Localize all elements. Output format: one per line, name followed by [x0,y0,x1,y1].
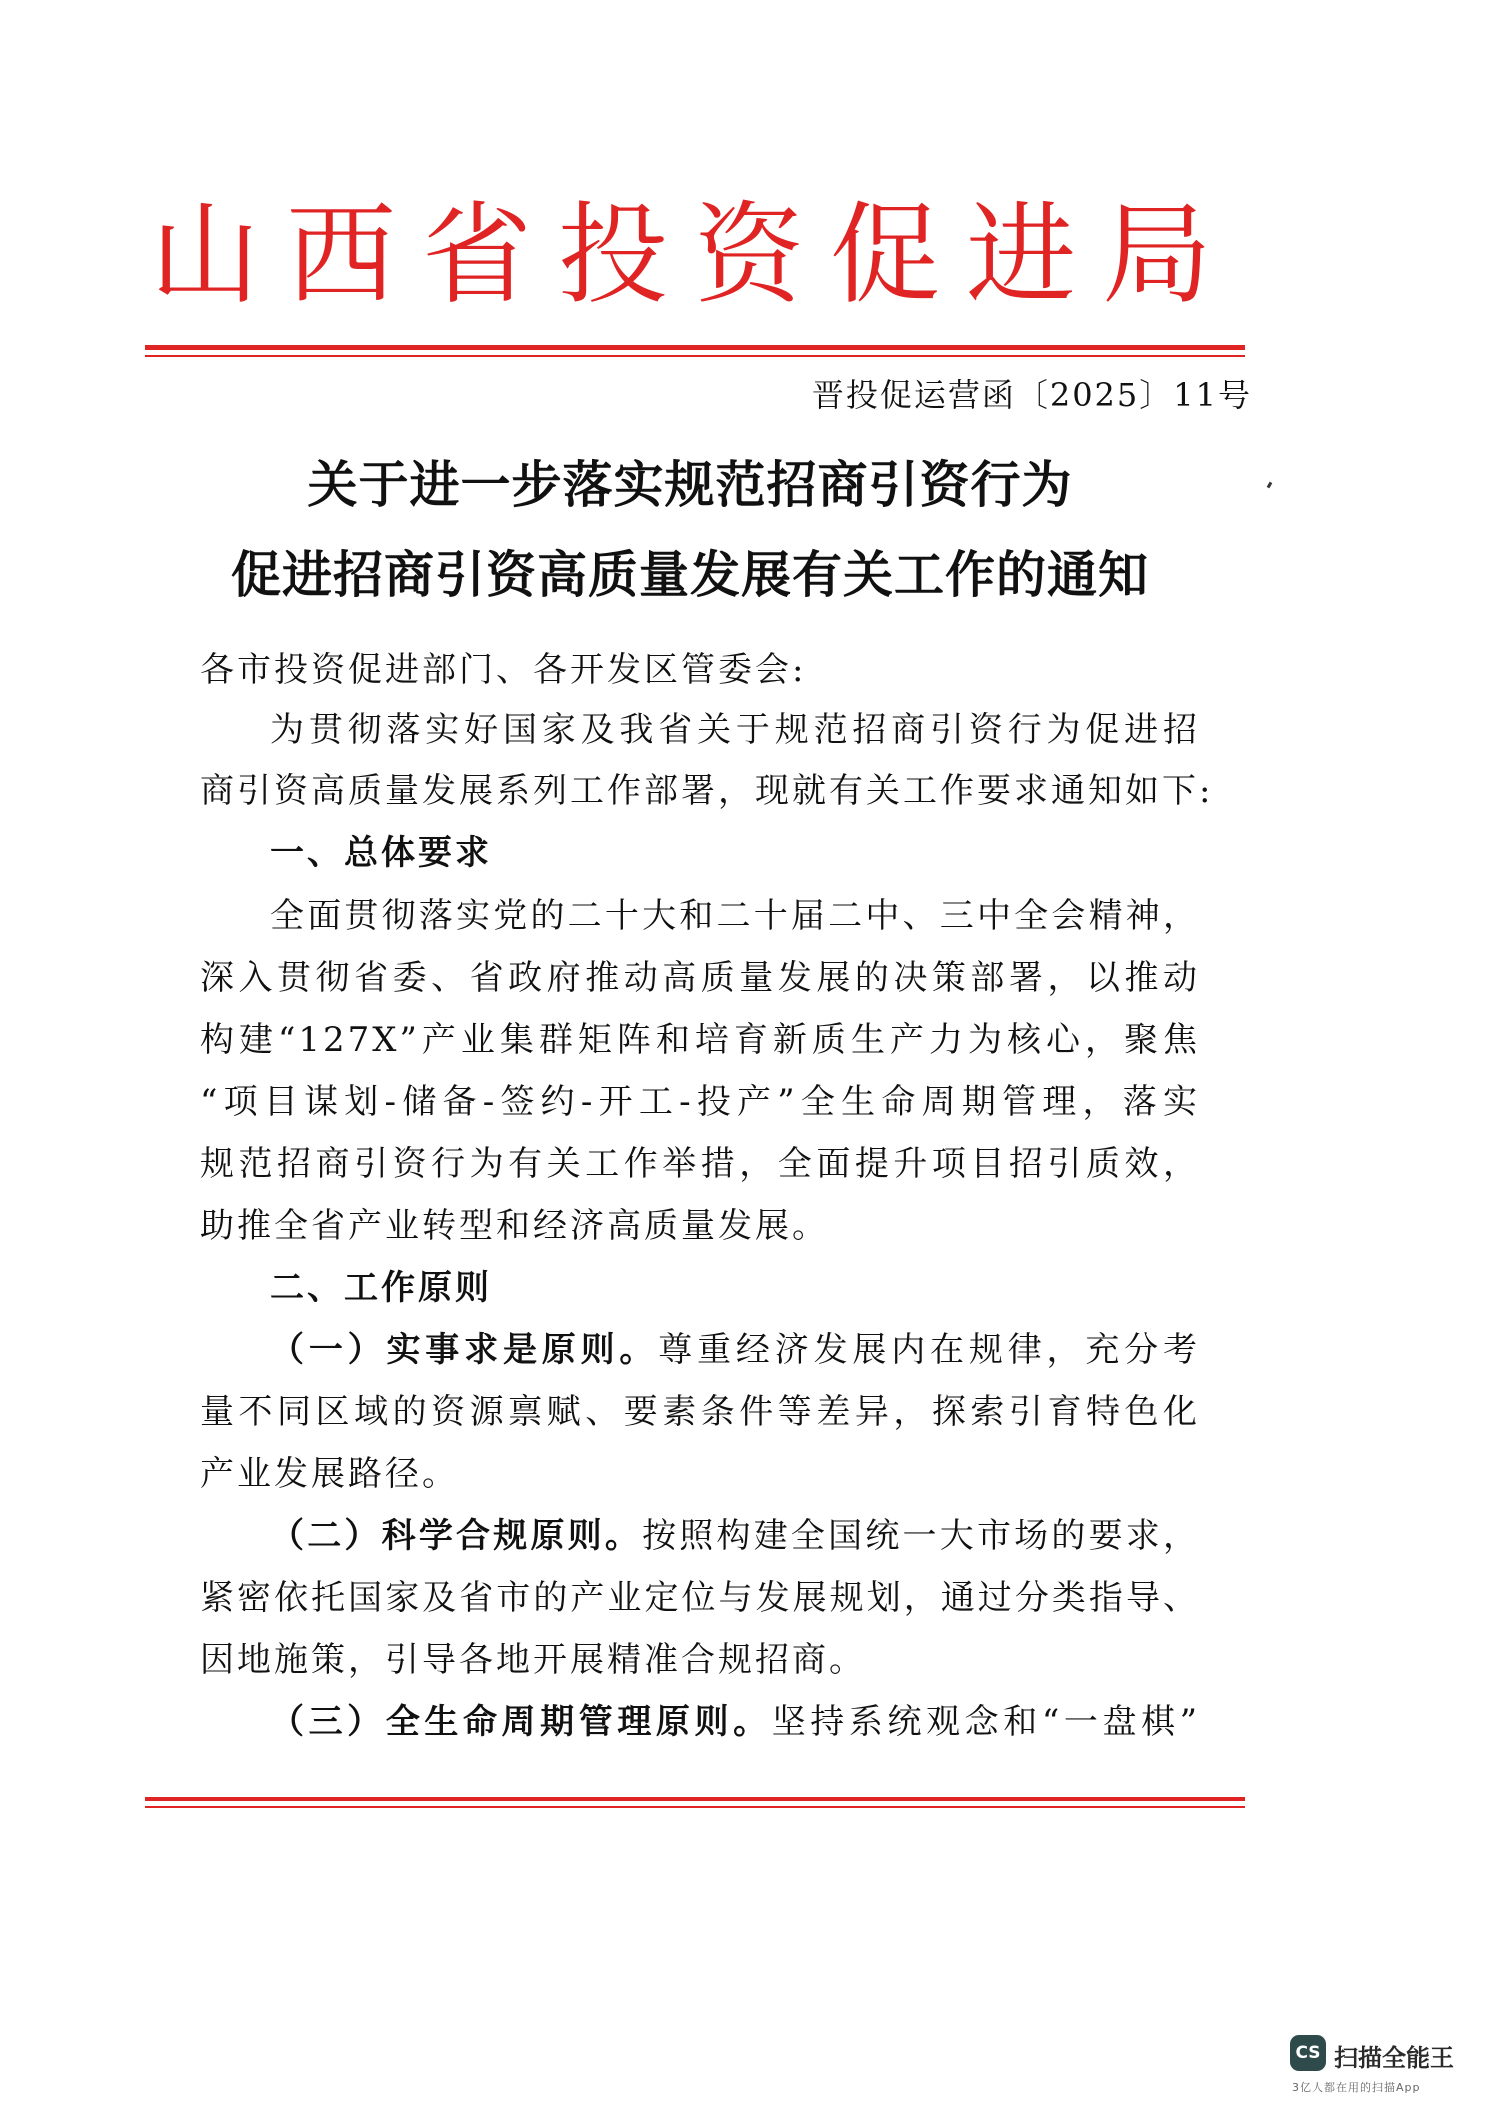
section-1-line-6: 助推全省产业转型和经济高质量发展。 [200,1206,829,1246]
watermark-app-name: 扫描全能王 [1334,2044,1454,2072]
intro-line-1: 为贯彻落实好国家及我省关于规范招商引资行为促进招 [270,710,1200,750]
letterhead-top-rule-thick [145,345,1245,350]
principle-3-line-1 [270,1694,1200,1743]
section-1-line-1: 全面贯彻落实党的二十大和二十届二中、三中全会精神， [270,896,1200,936]
principle-1-text: 尊重经济发展内在规律，充分考 [658,1330,1201,1370]
camscanner-logo-icon: CS [1290,2035,1326,2071]
principle-2-line-2: 紧密依托国家及省市的产业定位与发展规划，通过分类指导、 [200,1578,1200,1618]
section-1-line-3: 构建“127X”产业集群矩阵和培育新质生产力为核心，聚焦 [200,1020,1200,1060]
footer-rule-thick [145,1797,1245,1801]
letterhead-top-rule-thin [145,355,1245,357]
footer-rule-thin [145,1806,1245,1808]
recipients-line: 各市投资促进部门、各开发区管委会: [200,650,807,690]
principle-2-text: 按照构建全国统一大市场的要求， [642,1516,1201,1556]
principle-2-line-1 [270,1508,1200,1557]
section-1-line-4: “项目谋划-储备-签约-开工-投产”全生命周期管理，落实 [200,1082,1200,1122]
section-1-heading: 一、总体要求 [270,833,492,873]
scanner-app-watermark [1290,2035,1470,2095]
section-1-line-5: 规范招商引资行为有关工作举措，全面提升项目招引质效， [200,1144,1200,1184]
principle-2-line-3: 因地施策，引导各地开展精准合规招商。 [200,1640,866,1680]
letterhead-agency-name: 山西省投资促进局 [150,191,1238,319]
principle-1-label: （一）实事求是原则。 [270,1330,659,1370]
document-title-line-2: 促进招商引资高质量发展有关工作的通知 [231,545,1149,604]
document-title-line-1: 关于进一步落实规范招商引资行为 [307,455,1073,514]
principle-2-label: （二）科学合规原则。 [270,1516,643,1556]
principle-1-line-3: 产业发展路径。 [200,1454,459,1494]
scan-speck [1267,482,1273,489]
principle-1-line-1 [270,1322,1200,1371]
intro-line-2: 商引资高质量发展系列工作部署，现就有关工作要求通知如下: [200,771,1214,811]
principle-3-label: （三）全生命周期管理原则。 [270,1702,772,1742]
principle-1-line-2: 量不同区域的资源禀赋、要素条件等差异，探索引育特色化 [200,1392,1200,1432]
section-2-heading: 二、工作原则 [270,1268,492,1308]
watermark-tagline: 3亿人都在用的扫描App [1292,2081,1421,2094]
document-number: 晋投促运营函〔2025〕11号 [811,376,1252,414]
section-1-line-2: 深入贯彻省委、省政府推动高质量发展的决策部署，以推动 [200,958,1200,998]
principle-3-text: 坚持系统观念和“一盘棋” [771,1702,1201,1742]
